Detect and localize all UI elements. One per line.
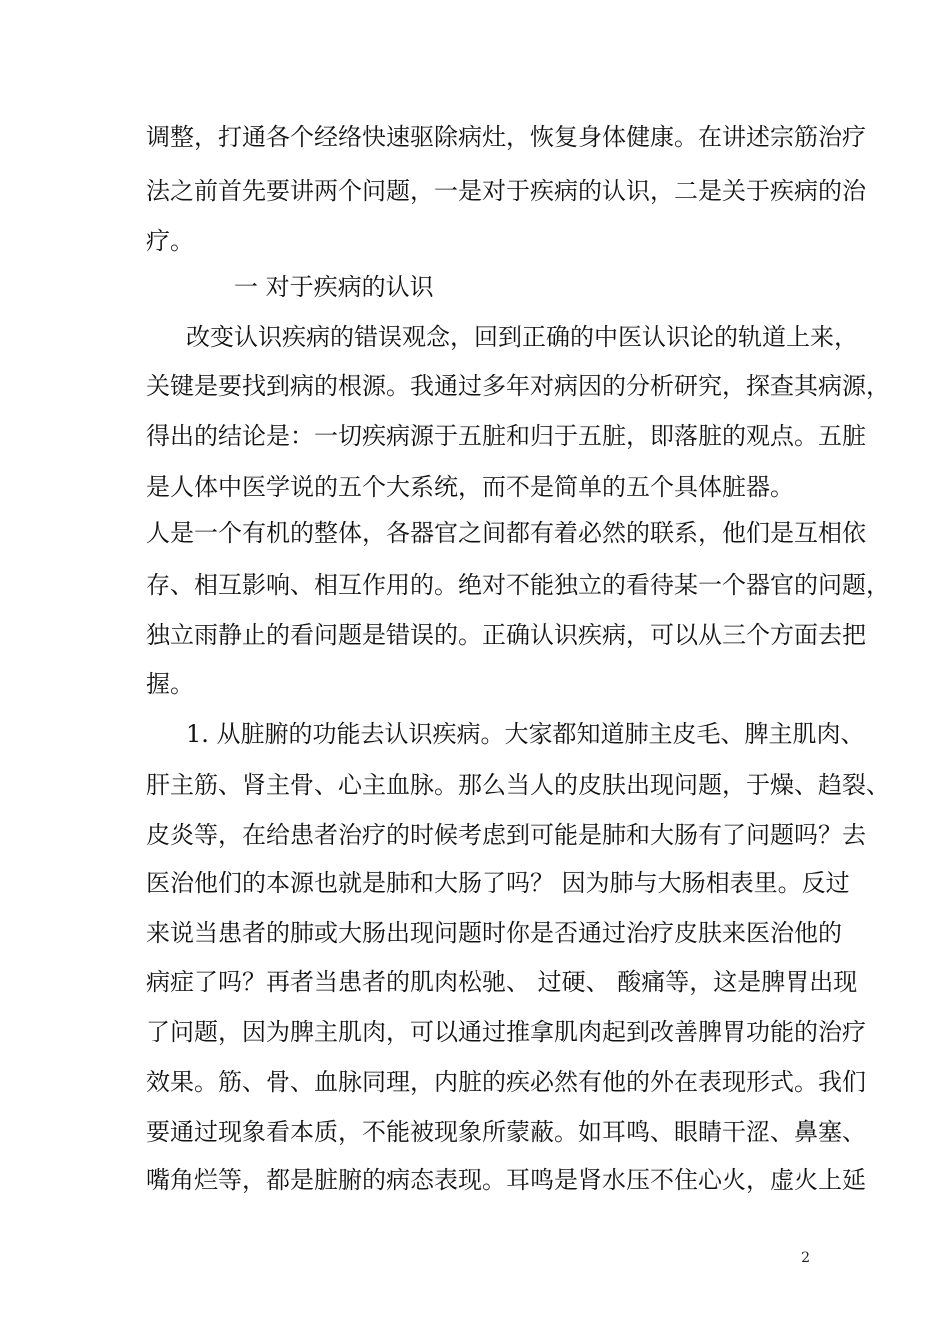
- body-text-line: 皮炎等，在给患者治疗的时候考虑到可能是肺和大肠有了问题吗？去: [146, 821, 866, 849]
- body-text-line: 肝主筋、肾主骨、心主血脉。那么当人的皮肤出现问题，于燥、趋裂、: [146, 771, 890, 799]
- body-text-line: 得出的结论是：一切疾病源于五脏和归于五脏，即落脏的观点。五脏: [146, 422, 866, 450]
- body-text-line: 嘴角烂等，都是脏腑的病态表现。耳鸣是肾水压不住心火，虚火上延: [146, 1166, 866, 1194]
- body-text-line: 要通过现象看本质，不能被现象所蒙蔽。如耳鸣、眼睛干涩、鼻塞、: [146, 1118, 866, 1146]
- body-text-line: 关键是要找到病的根源。我通过多年对病因的分析研究，探查其病源，: [146, 372, 890, 400]
- body-text-line: 病症了吗？再者当患者的肌肉松驰、 过硬、 酸痛等，这是脾胃出现: [146, 968, 858, 996]
- body-text-line: 人是一个有机的整体，各器官之间都有着必然的联系，他们是互相依: [146, 519, 866, 547]
- body-text-line: 1. 从脏腑的功能去认识疾病。大家都知道肺主皮毛、脾主肌肉、: [186, 720, 865, 748]
- body-text-line: 了问题，因为脾主肌肉，可以通过推拿肌肉起到改善脾胃功能的治疗: [146, 1018, 866, 1046]
- body-text-line: 效果。筋、骨、血脉同理，内脏的疾必然有他的外在表现形式。我们: [146, 1068, 866, 1096]
- body-text-line: 调整，打通各个经络快速驱除病灶，恢复身体健康。在讲述宗筋治疗: [146, 123, 866, 151]
- body-text-line: 疗。: [146, 227, 194, 255]
- body-text-line: 医治他们的本源也就是肺和大肠了吗？ 因为肺与大肠相表里。反过: [146, 869, 850, 897]
- body-text-line: 是人体中医学说的五个大系统，而不是简单的五个具体脏器。: [146, 473, 794, 501]
- body-text-line: 法之前首先要讲两个问题，一是对于疾病的认识，二是关于疾病的治: [146, 177, 866, 205]
- body-text-line: 存、相互影响、相互作用的。绝对不能独立的看待某一个器官的问题，: [146, 571, 890, 599]
- section-heading: 一 对于疾病的认识: [234, 273, 434, 301]
- body-text-line: 来说当患者的肺或大肠出现问题时你是否通过治疗皮肤来医治他的: [146, 919, 842, 947]
- body-text-line: 握。: [146, 670, 194, 698]
- body-text-line: 独立雨静止的看问题是错误的。正确认识疾病，可以从三个方面去把: [146, 621, 866, 649]
- page-number: 2: [801, 1250, 810, 1266]
- body-text-line: 改变认识疾病的错误观念，回到正确的中医认识论的轨道上来，: [186, 323, 858, 351]
